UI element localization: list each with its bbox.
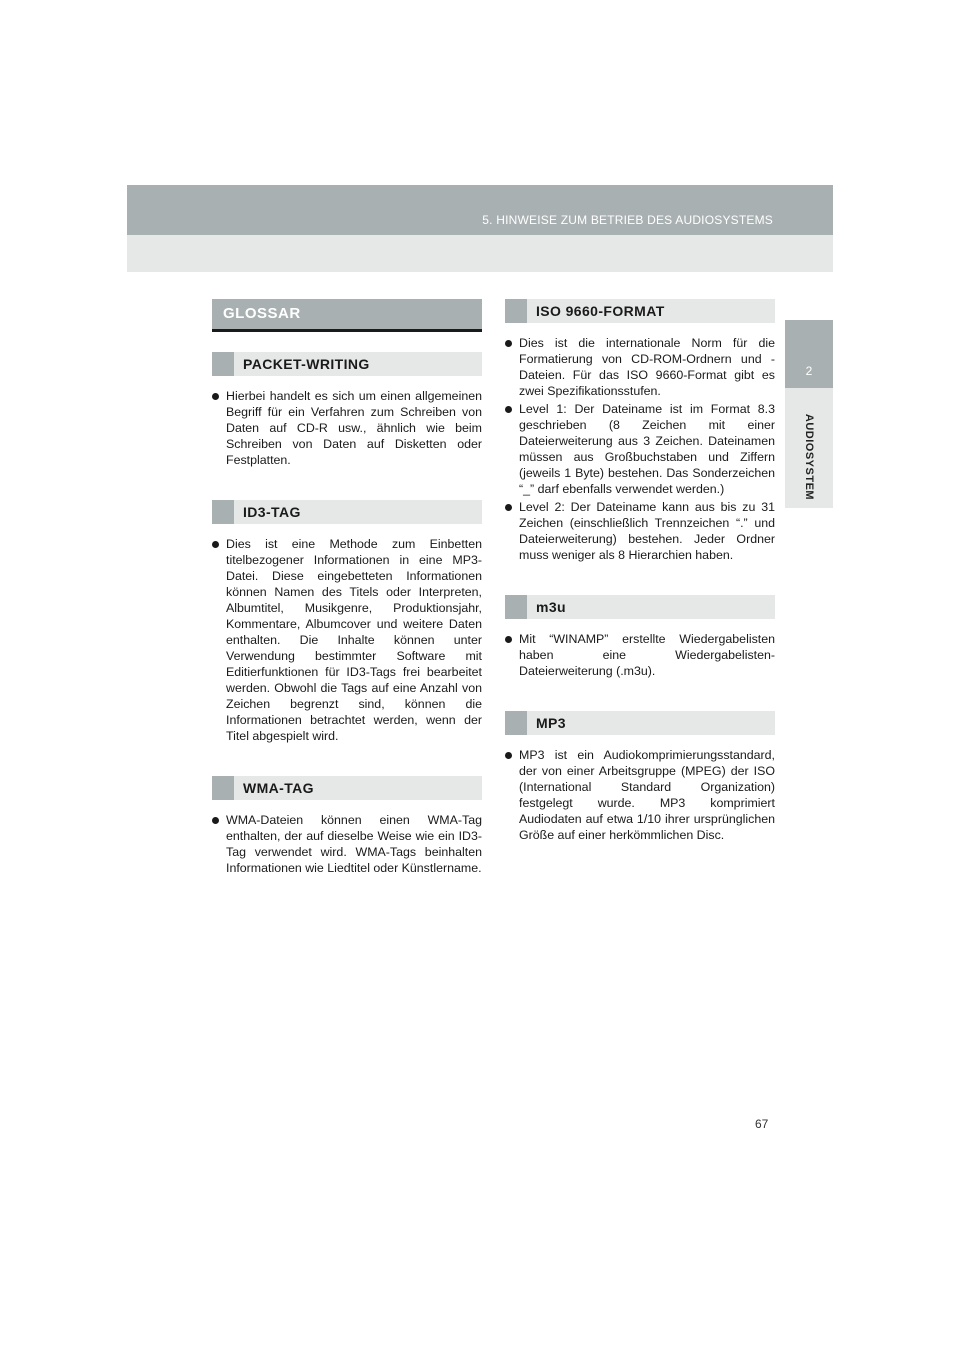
section-header-packet-writing xyxy=(212,352,482,376)
glossar-title: GLOSSAR xyxy=(223,305,301,322)
list-item xyxy=(505,747,775,843)
glossar-banner xyxy=(212,299,482,332)
left-column xyxy=(212,299,482,878)
section-marker xyxy=(505,595,527,619)
right-column xyxy=(505,299,775,845)
bullet-icon xyxy=(505,752,512,759)
section-title: m3u xyxy=(536,599,566,615)
page-number: 67 xyxy=(755,1117,769,1131)
section-header-id3-tag xyxy=(212,500,482,524)
bullet-icon xyxy=(212,817,219,824)
section-marker xyxy=(212,776,234,800)
section-header-mp3 xyxy=(505,711,775,735)
section-marker xyxy=(505,299,527,323)
section-marker xyxy=(212,352,234,376)
section-header-iso-9660 xyxy=(505,299,775,323)
list-item xyxy=(505,401,775,497)
section-title: WMA-TAG xyxy=(243,780,314,796)
list-item-text: Dies ist die internationale Norm für die Formatierung von CD-ROM-Ordnern und -Dateien. Für das ISO 9660-Format gibt es zwei Spezifikationsstufen. xyxy=(519,336,775,398)
list-item-text: Level 1: Der Dateiname ist im Format 8.3 geschrieben (8 Zeichen mit einer Dateierweiterung aus 3 Zeichen. Dateinamen müssen aus Großbuchstaben und Ziffern (jeweils 1 Byte) bestehen. Das Sonderzeichen “_” darf ebenfalls verwendet werden.) xyxy=(519,402,775,496)
section-title: MP3 xyxy=(536,715,566,731)
list-item xyxy=(505,499,775,563)
list-item-text: Level 2: Der Dateiname kann aus bis zu 31 Zeichen (einschließlich Trennzeichen “.” und Dateierweiterung) bestehen. Jeder Ordner muss weniger als 8 Hierarchien haben. xyxy=(519,500,775,562)
bullet-icon xyxy=(505,406,512,413)
chapter-tab-label-wrap xyxy=(797,412,821,502)
list-item-text: WMA-Dateien können einen WMA-Tag enthalten, der auf dieselbe Weise wie ein ID3-Tag verwendet wird. WMA-Tags beinhalten Informationen wie Liedtitel oder Künstlername. xyxy=(226,813,482,875)
list-item-text: MP3 ist ein Audiokomprimierungsstandard, der von einer Arbeitsgruppe (MPEG) der ISO (International Standard Organization) festgelegt wurde. MP3 komprimiert Audiodaten auf etwa 1/10 ihrer ursprünglichen Größe auf einer herkömmlichen Disc. xyxy=(519,748,775,842)
header-subband xyxy=(127,235,833,272)
header-band xyxy=(127,185,833,235)
bullet-icon xyxy=(212,541,219,548)
section-title: ISO 9660-FORMAT xyxy=(536,303,665,319)
section-header-wma-tag xyxy=(212,776,482,800)
list-item-text: Mit “WINAMP” erstellte Wiedergabelisten haben eine Wiedergabelisten-Dateierweiterung (.m3u). xyxy=(519,632,775,678)
list-item xyxy=(212,536,482,744)
chapter-tab-number: 2 xyxy=(805,364,813,378)
bullet-icon xyxy=(212,393,219,400)
section-title: ID3-TAG xyxy=(243,504,301,520)
section-marker xyxy=(212,500,234,524)
section-title: PACKET-WRITING xyxy=(243,356,370,372)
bullet-icon xyxy=(505,340,512,347)
bullet-icon xyxy=(505,504,512,511)
section-header-m3u xyxy=(505,595,775,619)
chapter-title: 5. HINWEISE ZUM BETRIEB DES AUDIOSYSTEMS xyxy=(482,213,773,227)
list-item xyxy=(505,335,775,399)
bullet-icon xyxy=(505,636,512,643)
chapter-tab-label: AUDIOSYSTEM xyxy=(803,413,815,501)
list-item xyxy=(505,631,775,679)
section-marker xyxy=(505,711,527,735)
list-item xyxy=(212,388,482,468)
list-item-text: Hierbei handelt es sich um einen allgemeinen Begriff für ein Verfahren zum Schreiben von Daten auf CD-R usw., ähnlich wie beim Schreiben von Daten auf Disketten oder Festplatten. xyxy=(226,389,482,467)
list-item-text: Dies ist eine Methode zum Einbetten titelbezogener Informationen in eine MP3-Datei. Diese eingebetteten Informationen können Namen des Titels oder Interpreten, Albumtitel, Musikgenre, Produktionsjahr, Kommentare, Albumcover und weitere Daten enthalten. Die Inhalte können unter Verwendung bestimmter Software mit Editierfunktionen für ID3-Tags frei bearbeitet werden. Obwohl die Tags auf eine Anzahl von Zeichen begrenzt sind, können die Informationen betrachtet werden, wenn der Titel abgespielt wird. xyxy=(226,537,482,743)
list-item xyxy=(212,812,482,876)
